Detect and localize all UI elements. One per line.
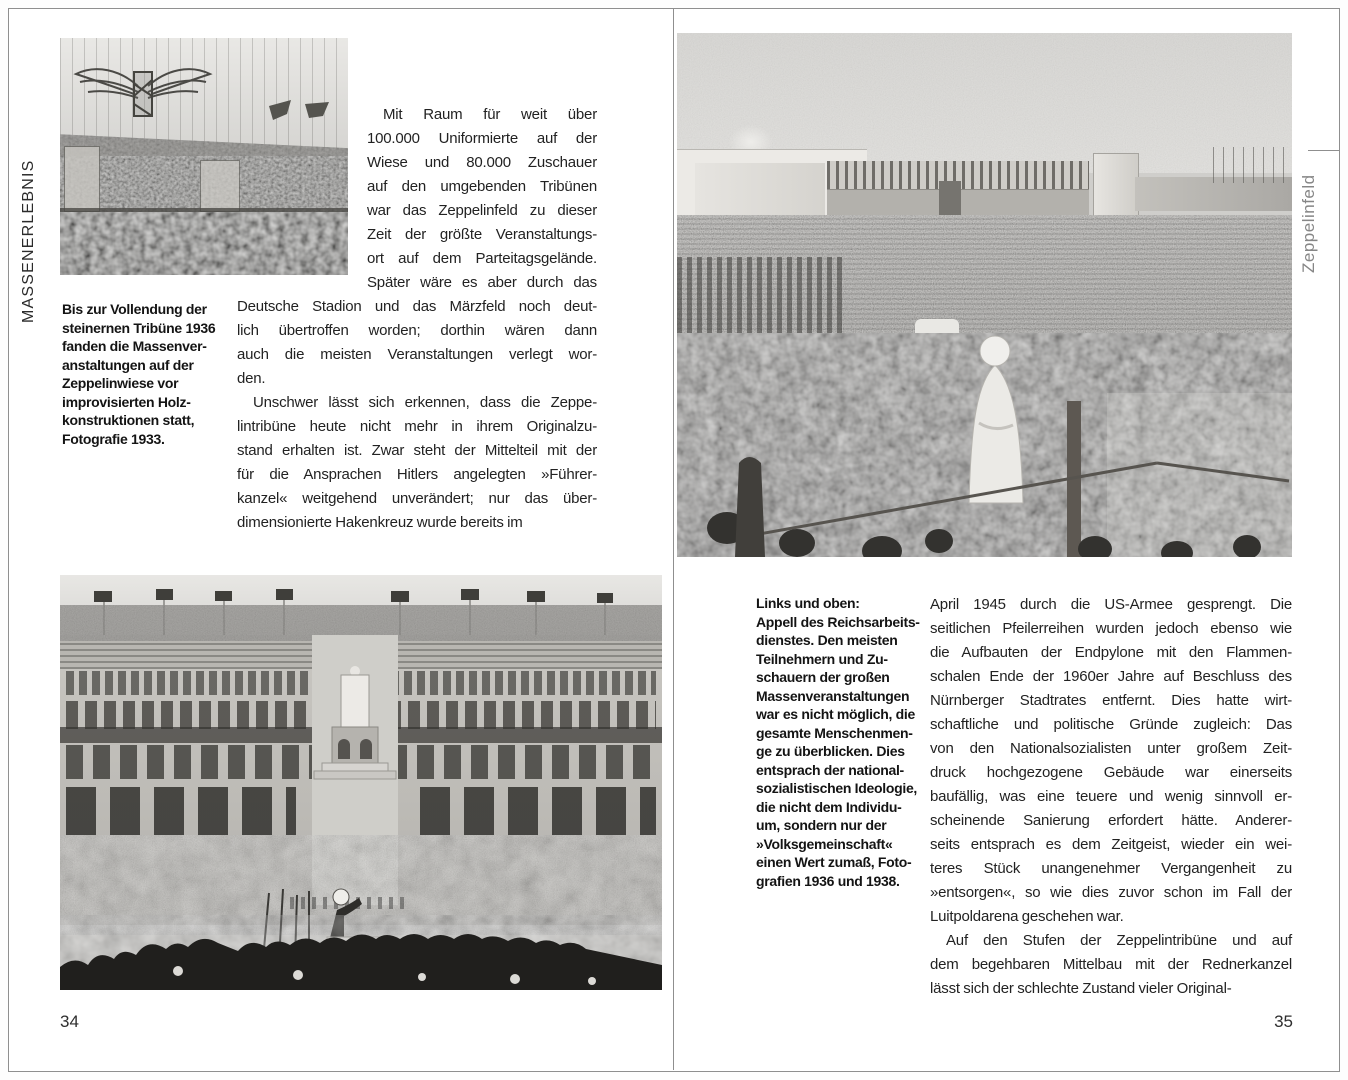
photo1-wood-gate (200, 160, 240, 212)
caption-line: »Volksgemeinschaft« (756, 835, 893, 852)
white-robed-figure (969, 336, 1023, 503)
page-number-right: 35 (1274, 1012, 1293, 1031)
caption-line: Fotografie 1933. (62, 430, 165, 447)
text-line: auch die meisten Veranstaltungen verlegt wor- (237, 346, 597, 363)
caption-line: sozialistischen Ideologie, (756, 780, 918, 796)
photo1-wood-tower (64, 146, 100, 212)
text-line: die Aufbauten der Endpylone mit den Flammen- (930, 644, 1292, 661)
caption-line: schauern der großen (756, 669, 890, 685)
text-line: Deutsche Stadion und das Märzfeld noch deut- (237, 298, 597, 315)
text-line: für die Ansprachen Hitlers angelegten »Führer- (237, 466, 597, 483)
caption-line: ge zu überblicken. Dies (756, 743, 905, 759)
barrier-rope-2 (1157, 463, 1289, 481)
barrier-rope (737, 463, 1157, 538)
text-line: Nürnberger Stadtrates entfernt. Dies hatte wirt- (930, 692, 1292, 709)
text-line: lich übertroffen worden; dorthin wären dann (237, 322, 597, 339)
monument-pylon (341, 675, 369, 727)
text-line: »entsorgen«, so wie dies zuvor schon im Fall der (930, 884, 1292, 901)
text-line: dimensionierte Hakenkreuz wurde bereits im (237, 514, 523, 531)
caption-line: entsprach der national- (756, 761, 904, 778)
text-line: Wiese und 80.000 Zuschauer (367, 154, 597, 171)
photo2-monument (310, 661, 400, 789)
caption-line: Massenveranstaltungen (756, 687, 910, 704)
photo3-hall-wing (695, 163, 825, 219)
photo2-foreground-crowd (60, 905, 662, 990)
text-line: Luitpoldarena geschehen war. (930, 908, 1124, 925)
caption-line: fanden die Massenver- (62, 338, 207, 354)
caption-line: grafien 1936 und 1938. (756, 872, 900, 889)
text-line: dem begehbaren Mittelbau mit der Rednerkanzel (930, 956, 1292, 973)
section-label-text: Zeppelinfeld (1299, 174, 1318, 273)
caption-line: improvisierten Holz- (62, 393, 191, 410)
caption-line: anstaltungen auf der (62, 356, 194, 373)
left-margin-chapter-label (20, 141, 46, 323)
text-line: den. (237, 370, 266, 387)
dark-heads (707, 512, 1261, 557)
monument-steps-upper (322, 763, 388, 771)
chapter-label-text: MASSENERLEBNIS (20, 159, 37, 323)
caption-line: Appell des Reichsarbeits- (756, 613, 920, 630)
text-line: seitlichen Pfeilerreihen wurden jedoch ebenso wie (930, 620, 1292, 637)
photo2-front-block-left (66, 787, 296, 835)
text-line: schalen Ende der 1960er Jahre auf Beschluss des (930, 668, 1292, 685)
text-line: schaftliche und politische Gründe zugleich: Das (930, 716, 1292, 733)
caption-line: konstruktionen statt, (62, 412, 195, 428)
text-line: von den Nationalsozialisten unter großem Zeit- (930, 740, 1292, 757)
text-line: Mit Raum für weit über (383, 106, 597, 123)
right-page-body-text (930, 593, 1292, 1001)
photo-caption-right (756, 594, 951, 890)
page-divider-line (673, 9, 674, 1070)
caption-line: Zeppelinwiese vor (62, 375, 179, 391)
photo3-center-pylon (939, 181, 961, 219)
photo2-front-block-right (420, 787, 656, 835)
text-line: 100.000 Uniformierte auf der (367, 130, 597, 147)
photo-caption-left (62, 300, 257, 448)
crowd-silhouette (60, 934, 662, 990)
text-line: April 1945 durch die US-Armee gesprengt. Die (930, 596, 1292, 613)
text-line: baufällig, was eine teuere und wenig sinnvoll er- (930, 788, 1292, 805)
text-line: druck hochgezogene Gebäude war einerseits (930, 764, 1292, 781)
caption-line: um, sondern nur der (756, 817, 887, 833)
photo3-end-pylon (1093, 153, 1139, 219)
photo3-right-flagpoles (1213, 147, 1289, 183)
text-line: Auf den Stufen der Zeppelintribüne und auf (946, 932, 1292, 949)
page-number-left: 34 (60, 1012, 79, 1031)
text-line: seits entsprach es dem Zeitgeist, wieder ein wei- (930, 836, 1292, 853)
text-line: Später wäre es aber durch das (367, 274, 597, 291)
photo-zeppelinfeld-aerial (60, 575, 662, 990)
photo3-foreground-figures (677, 313, 1292, 557)
speaker-white-cap (333, 889, 349, 905)
flag-cloth (94, 589, 613, 603)
eagle-body-lattice (134, 72, 152, 116)
text-line: lintribüne heute nicht mehr in ihrem Originalzu- (237, 418, 597, 435)
caption-line: die nicht dem Individu- (756, 798, 902, 815)
text-line: scheinende Sanierung erfordert hätte. Anderer- (930, 812, 1292, 829)
monument-steps-lower (314, 771, 396, 779)
caption-line: war es nicht möglich, die (756, 706, 915, 722)
text-line: kanzel« weitgehend unverändert; nur das über- (237, 490, 597, 507)
text-line: Zeit der größte Veranstaltungs- (367, 226, 597, 243)
text-line: Unschwer lässt sich erkennen, dass die Zeppe- (253, 394, 597, 411)
caption-line: dienstes. Den meisten (756, 632, 898, 648)
caption-line: Bis zur Vollendung der (62, 301, 207, 317)
caption-line: gesamte Menschenmen- (756, 724, 913, 741)
caption-line: steinernen Tribüne 1936 (62, 319, 216, 336)
text-line: war das Zeppelinfeld zu dieser (367, 202, 597, 219)
text-line: stand erhalten ist. Zwar steht der Mittelteil mit der (237, 442, 597, 459)
photo1-eagle-standard (68, 52, 218, 144)
right-margin-section-label (1299, 157, 1321, 273)
caption-line: Links und oben: (756, 595, 860, 611)
left-page-body-text (237, 103, 597, 535)
text-line: auf den umgebenden Tribünen (367, 178, 597, 195)
dark-figure-left (735, 457, 765, 557)
text-line: lässt sich der schlechte Zustand vieler Original- (930, 980, 1232, 997)
caption-line: Teilnehmern und Zu- (756, 650, 888, 667)
photo-crowd-zeppelinfeld-1938 (677, 33, 1292, 557)
text-line: ort auf dem Parteitagsgelände. (367, 250, 597, 267)
sidebar-tick-line (1308, 150, 1339, 151)
caption-line: einen Wert zumaß, Foto- (756, 854, 912, 870)
text-line: teres Stück unangenehmer Vergangenheit zu (930, 860, 1292, 877)
